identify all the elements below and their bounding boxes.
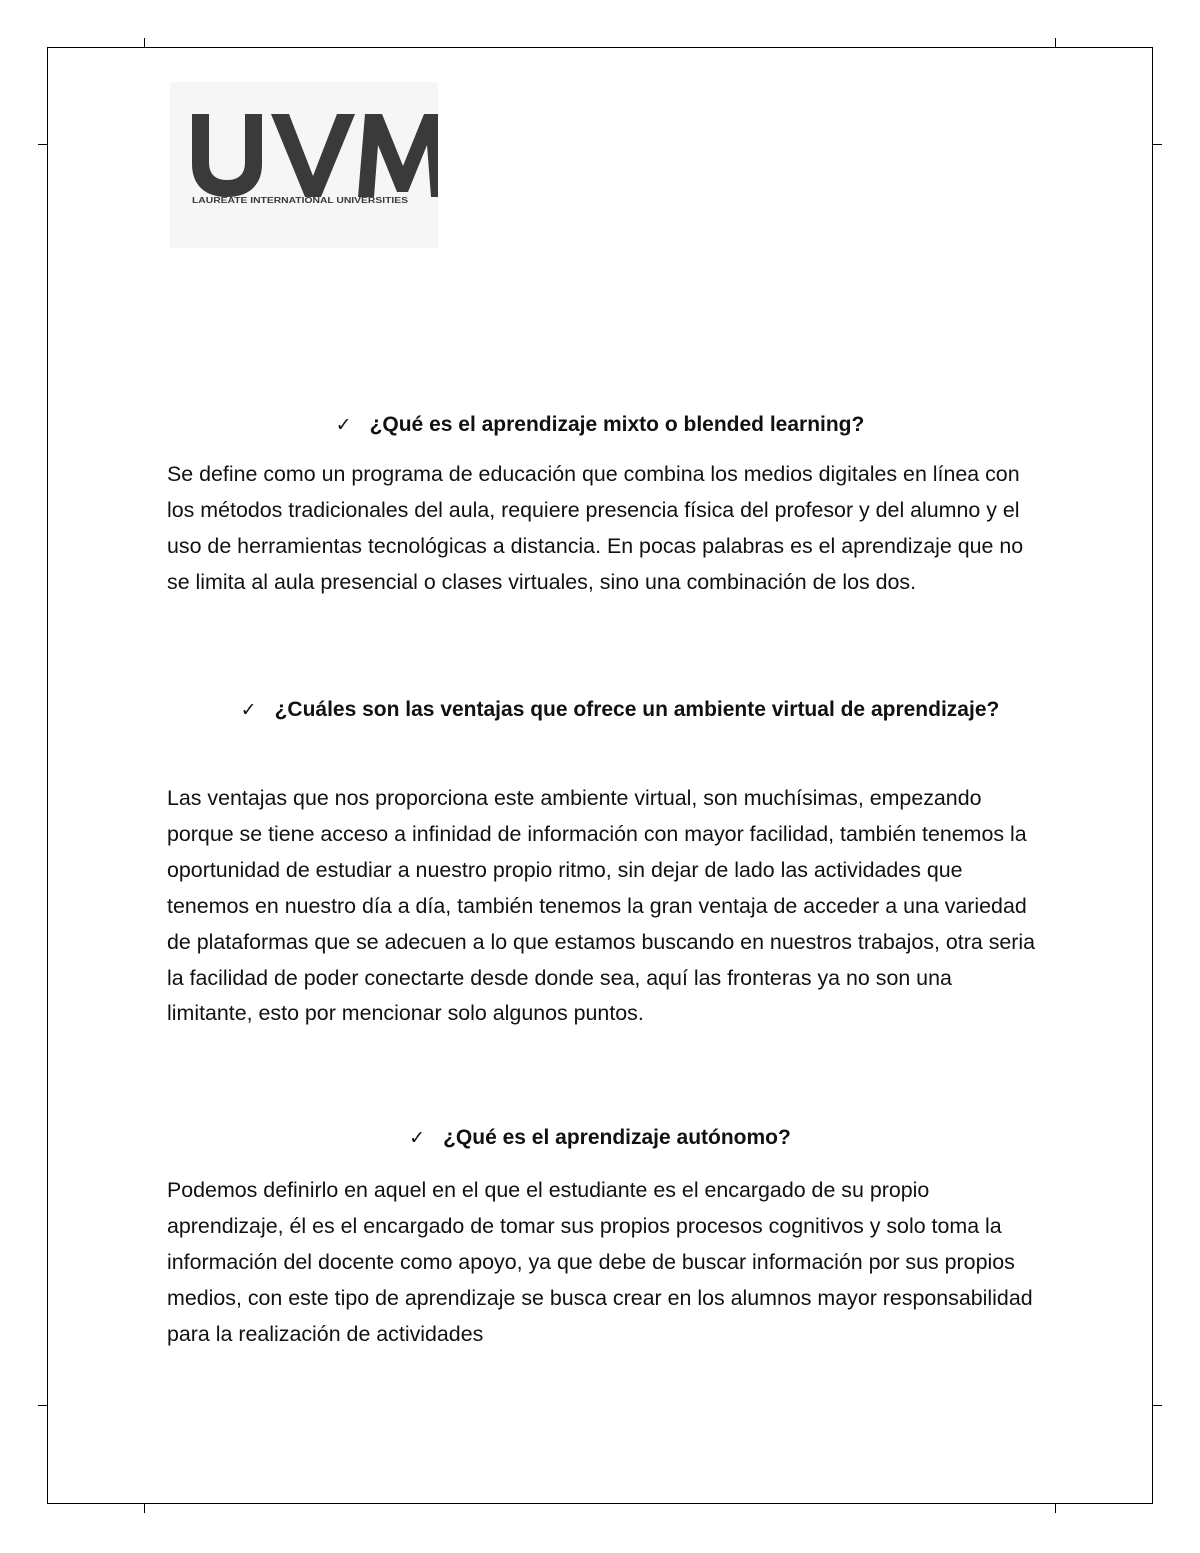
section-heading-aprendizaje-autonomo: [165, 1122, 1035, 1154]
border-tick-left-top: [38, 144, 48, 145]
section-heading-blended-learning: [165, 409, 1035, 441]
heading-text: ¿Cuáles son las ventajas que ofrece un ambiente virtual de aprendizaje?: [274, 698, 1000, 721]
checkmark-icon: ✓: [240, 699, 257, 721]
uvm-logo: [170, 82, 438, 248]
border-tick-bottom-left: [144, 1503, 145, 1513]
section-body-aprendizaje-autonomo: Podemos definirlo en aquel en el que el estudiante es el encargado de su propio aprendizaje, él es el encargado de tomar sus propios procesos cognitivos y solo toma la información del docente como apoyo, ya que debe de buscar información por sus propios medios, con este tipo de aprendizaje se busca crear en los alumnos mayor responsabilidad para la realización de actividades: [167, 1178, 1033, 1346]
uvm-wordmark: [192, 114, 438, 197]
border-tick-right-bottom: [1152, 1405, 1162, 1406]
border-tick-top-right: [1055, 38, 1056, 48]
border-tick-top-left: [144, 38, 145, 48]
uvm-tagline: LAUREATE INTERNATIONAL UNIVERSITIES: [192, 195, 409, 205]
checkmark-icon: ✓: [335, 414, 352, 436]
section-body-blended-learning: Se define como un programa de educación que combina los medios digitales en línea con los métodos tradicionales del aula, requiere presencia física del profesor y del alumno y el uso de herramientas tecnológicas a distancia. En pocas palabras es el aprendizaje que no se limita al aula presencial o clases virtuales, sino una combinación de los dos.: [167, 462, 1024, 594]
section-heading-ventajas: [230, 694, 1010, 726]
border-tick-left-bottom: [38, 1405, 48, 1406]
uvm-logo-graphic: [170, 82, 438, 248]
section-body-ventajas: Las ventajas que nos proporciona este ambiente virtual, son muchísimas, empezando porque se tiene acceso a infinidad de información con mayor facilidad, también tenemos la oportunidad de estudiar a nuestro propio ritmo, sin dejar de lado las actividades que tenemos en nuestro día a día, también tenemos la gran ventaja de acceder a una variedad de plataformas que se adecuen a lo que estamos buscando en nuestros trabajos, otra seria la facilidad de poder conectarte desde donde sea, aquí las fronteras ya no son una limitante, esto por mencionar solo algunos puntos.: [167, 786, 1036, 1026]
checkmark-icon: ✓: [409, 1127, 426, 1149]
border-tick-bottom-right: [1055, 1503, 1056, 1513]
border-tick-right-top: [1152, 144, 1162, 145]
heading-text: ¿Qué es el aprendizaje mixto o blended learning?: [369, 413, 865, 436]
heading-text: ¿Qué es el aprendizaje autónomo?: [443, 1126, 791, 1149]
